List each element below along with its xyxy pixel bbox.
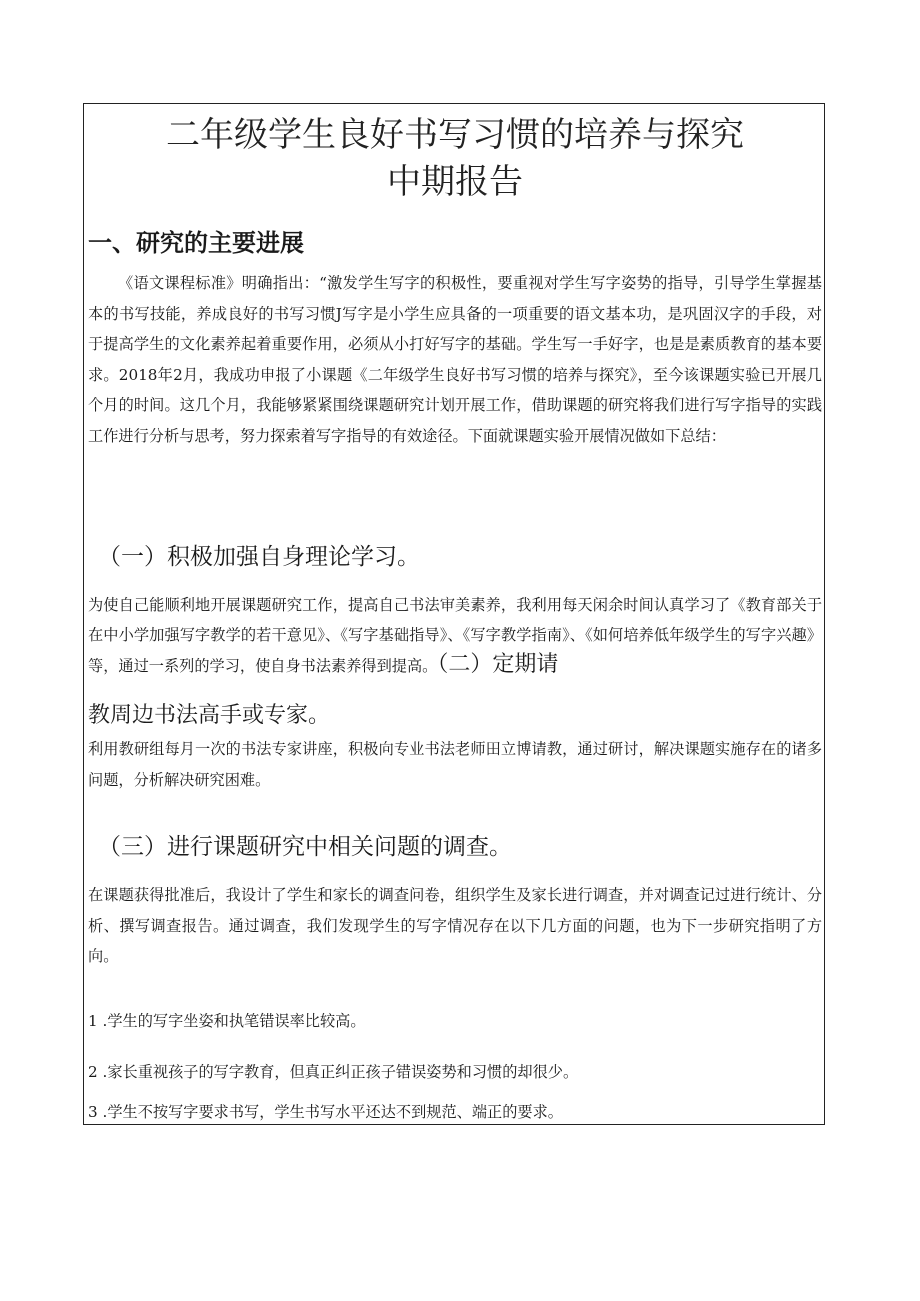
list-item: 1 .学生的写字坐姿和执笔错误率比较高。 — [88, 1012, 366, 1030]
report-title: 二年级学生良好书写习惯的培养与探究 — [166, 115, 744, 155]
expert-consult-paragraph: 利用教研组每月一次的书法专家讲座，积极向专业书法老师田立博请教，通过研讨，解决课题实施存在的诸多问题，分析解决研究困难。 — [88, 740, 822, 789]
theory-study-paragraph — [88, 591, 822, 682]
theory-study-body: 为使自己能顺利地开展课题研究工作，提高自己书法审美素养，我利用每天闲余时间认真学习了《教育部关于在中小学加强写字教学的若干意见》、《写字基础指导》、《写字教学指南》、《如何培养低年级学生的写字兴趣》等，通过一系列的学习，使自身书法素养得到提高。 — [88, 596, 822, 675]
list-item: 2 .家长重视孩子的写字教育，但真正纠正孩子错误姿势和习惯的却很少。 — [88, 1063, 579, 1081]
subsection-heading-expert-consult: （二）定期请 — [437, 652, 559, 677]
report-frame — [83, 103, 825, 1125]
intro-paragraph: 《语文课程标准》明确指出：“激发学生写字的积极性，要重视对学生写字姿势的指导，引导学生掌握基本的书写技能，养成良好的书写习惯J写字是小学生应具备的一项重要的语文基本功，是巩固汉字的手段，对于提高学生的文化素养起着重要作用，必须从小打好写字的基础。学生写一手好字，也是是素质教育的基本要求。2018年2月，我成功申报了小课题《二年级学生良好书写习惯的培养与探究》，至今该课题实验已开展几个月的时间。这几个月，我能够紧紧围绕课题研究计划开展工作，借助课题的研究将我们进行写字指导的实践工作进行分析与思考，努力探索着写字指导的有效途径。下面就课题实验开展情况做如下总结： — [88, 274, 822, 445]
report-subtitle: 中期报告 — [387, 162, 523, 202]
subsection-heading-expert-consult-cont: 教周边书法高手或专家。 — [88, 703, 331, 728]
section-heading-progress: 一、研究的主要进展 — [88, 229, 304, 257]
list-item: 3 .学生不按写字要求书写，学生书写水平还达不到规范、端正的要求。 — [88, 1103, 563, 1121]
subsection-heading-survey: （三）进行课题研究中相关问题的调查。 — [98, 834, 512, 860]
subsection-heading-theory-study: （一）积极加强自身理论学习。 — [98, 544, 420, 570]
survey-paragraph: 在课题获得批准后，我设计了学生和家长的调查问卷，组织学生及家长进行调查，并对调查记过进行统计、分析、撰写调查报告。通过调查，我们发现学生的写字情况存在以下几方面的问题，也为下一步研究指明了方向。 — [88, 886, 822, 965]
